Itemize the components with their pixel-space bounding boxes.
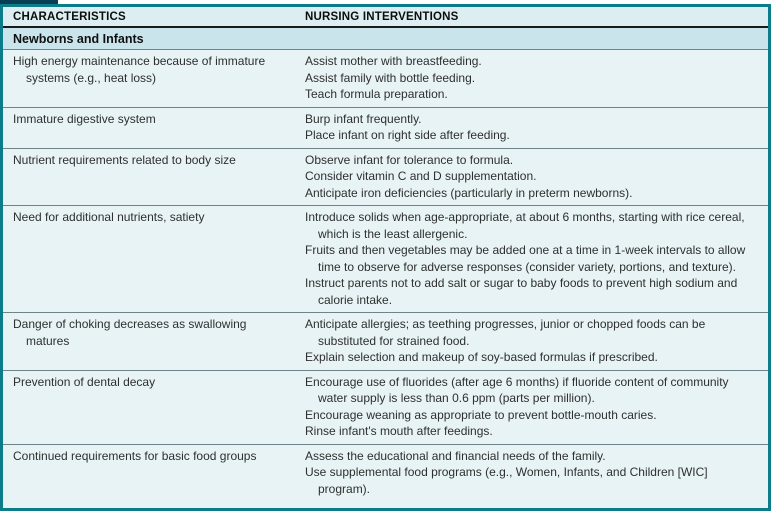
intervention-text: Encourage weaning as appropriate to prevent bottle-mouth caries. xyxy=(305,407,657,422)
table-row xyxy=(3,445,768,502)
interventions-cell xyxy=(305,316,760,366)
characteristic-cell xyxy=(13,448,305,498)
characteristic-cell xyxy=(13,53,305,103)
intervention-text: Consider vitamin C and D supplementation. xyxy=(305,169,537,183)
table-row xyxy=(3,50,768,108)
interventions-cell xyxy=(305,374,760,440)
intervention-text: Encourage use of fluorides (after age 6 months) if fluoride content of community water supply is less than 0.6 ppm (parts per million). xyxy=(305,374,729,405)
characteristic-cell xyxy=(13,316,305,366)
characteristic-cell xyxy=(13,209,305,308)
characteristic-cell xyxy=(13,111,305,144)
intervention-text: Assist mother with breastfeeding. xyxy=(305,54,482,68)
intervention-text: Instruct parents not to add salt or sugar to baby foods to prevent high sodium and calorie intake. xyxy=(305,276,738,307)
section-header-newborns-and-infants: Newborns and Infants xyxy=(3,28,768,50)
intervention-text: Anticipate allergies; as teething progresses, junior or chopped foods can be substituted for strained food. xyxy=(305,317,706,348)
table-row xyxy=(3,371,768,445)
column-header-nursing-interventions: NURSING INTERVENTIONS xyxy=(305,11,459,23)
intervention-text: Burp infant frequently. xyxy=(305,111,422,126)
interventions-cell xyxy=(305,209,760,308)
nutrition-characteristics-table xyxy=(0,4,771,511)
intervention-text: Use supplemental food programs (e.g., Women, Infants, and Children [WIC] program). xyxy=(305,465,708,496)
table-body xyxy=(3,50,768,501)
characteristic-text: Immature digestive system xyxy=(13,111,156,126)
intervention-text: Place infant on right side after feeding. xyxy=(305,128,510,142)
intervention-text: Anticipate iron deficiencies (particularly in preterm newborns). xyxy=(305,185,633,200)
characteristic-cell xyxy=(13,152,305,202)
characteristic-text: Need for additional nutrients, satiety xyxy=(13,210,205,224)
characteristic-text: Prevention of dental decay xyxy=(13,374,156,389)
intervention-text: Explain selection and makeup of soy-based formulas if prescribed. xyxy=(305,350,658,364)
characteristic-cell xyxy=(13,374,305,440)
intervention-text: Fruits and then vegetables may be added one at a time in 1-week intervals to allow time to observe for adverse responses (consider variety, portions, and texture). xyxy=(305,243,746,274)
table-row xyxy=(3,149,768,207)
intervention-text: Rinse infant's mouth after feedings. xyxy=(305,424,493,438)
interventions-cell xyxy=(305,152,760,202)
characteristic-text: Nutrient requirements related to body size xyxy=(13,152,236,167)
column-header-characteristics: CHARACTERISTICS xyxy=(13,11,126,23)
characteristic-text: Continued requirements for basic food groups xyxy=(13,448,257,463)
characteristic-text: High energy maintenance because of immature systems (e.g., heat loss) xyxy=(13,54,266,85)
interventions-cell xyxy=(305,111,760,144)
characteristic-text: Danger of choking decreases as swallowing matures xyxy=(13,317,247,348)
intervention-text: Introduce solids when age-appropriate, at about 6 months, starting with rice cereal, which is the least allergenic. xyxy=(305,210,745,241)
intervention-text: Teach formula preparation. xyxy=(305,87,448,101)
table-row xyxy=(3,313,768,371)
intervention-text: Observe infant for tolerance to formula. xyxy=(305,152,514,167)
table-row xyxy=(3,108,768,149)
table-row xyxy=(3,206,768,313)
table-header-row xyxy=(3,7,768,28)
intervention-text: Assist family with bottle feeding. xyxy=(305,70,476,85)
intervention-text: Assess the educational and financial needs of the family. xyxy=(305,448,606,463)
interventions-cell xyxy=(305,448,760,498)
interventions-cell xyxy=(305,53,760,103)
